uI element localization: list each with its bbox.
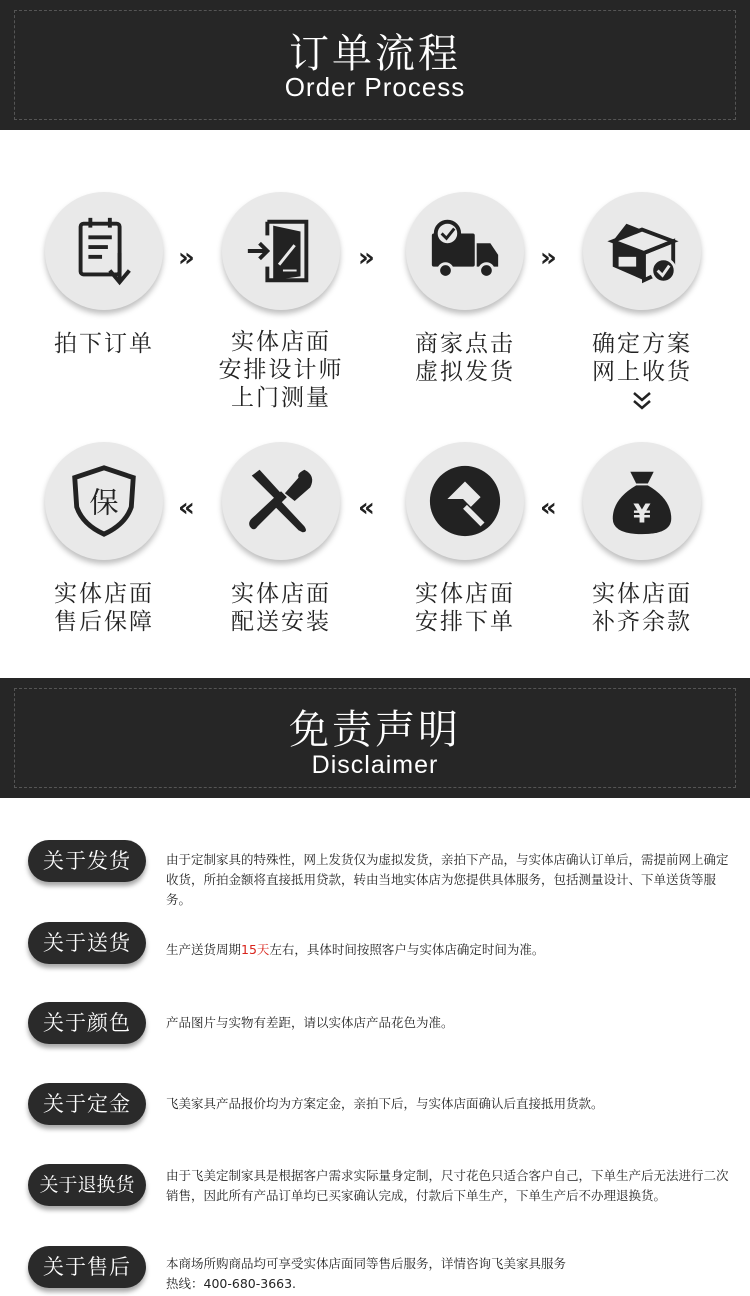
order-process-subtitle: Order Process	[284, 72, 466, 102]
order-list-icon	[65, 212, 143, 290]
arrow-right-1: »	[178, 243, 195, 273]
text-deposit: 飞美家具产品报价均为方案定金，亲拍下后，与实体店面确认后直接抵用货款。	[166, 1096, 604, 1111]
door-measure-icon	[242, 212, 320, 290]
text-delivery	[166, 940, 736, 960]
shield-char: 保	[89, 485, 119, 520]
step-8-line-1: 实体店面	[54, 581, 154, 607]
shield-guarantee-icon	[65, 462, 143, 540]
arrow-right-2: »	[358, 243, 375, 273]
order-process-banner	[0, 0, 750, 130]
step-5-line-2: 补齐余款	[592, 609, 692, 635]
step-4-circle	[583, 192, 701, 310]
step-5-circle	[583, 442, 701, 560]
step-4-line-2: 网上收货	[592, 359, 692, 385]
text-delivery-highlight: 15天	[241, 942, 270, 957]
text-delivery-before: 生产送货周期	[166, 942, 242, 957]
label-color: 关于颜色	[28, 1002, 146, 1044]
label-after-sales: 关于售后	[28, 1246, 146, 1288]
step-2-circle	[222, 192, 340, 310]
text-after-sales-line-1: 本商场所购商品均可享受实体店面同等售后服务，详情咨询飞美家具服务	[166, 1256, 567, 1271]
arrow-right-3: »	[540, 243, 557, 273]
delivery-truck-icon	[426, 212, 504, 290]
label-return: 关于退换货	[28, 1164, 146, 1206]
arrow-left-2: «	[358, 493, 375, 523]
disclaimer-title: 免责声明	[289, 707, 461, 753]
step-5-line-1: 实体店面	[592, 581, 692, 607]
label-shipping: 关于发货	[28, 840, 146, 882]
step-6-circle	[406, 442, 524, 560]
hammer-icon	[426, 462, 504, 540]
step-2-line-2: 安排设计师	[218, 357, 344, 383]
order-process-title: 订单流程	[289, 31, 461, 77]
step-3-line-1: 商家点击	[415, 331, 515, 357]
text-shipping: 由于定制家具的特殊性，网上发货仅为虚拟发货，亲拍下产品，与实体店确认订单后，需提前网上确定收货，所拍金额将直接抵用贷款，转由当地实体店为您提供具体服务，包括测量设计、下单送货等服务。	[166, 852, 729, 907]
step-8-circle	[45, 442, 163, 560]
arrow-left-3: «	[540, 493, 557, 523]
step-3-circle	[406, 192, 524, 310]
text-return: 由于飞美定制家具是根据客户需求实际量身定制，尺寸花色只适合客户自己，下单生产后无法进行二次销售，因此所有产品订单均已买家确认完成，付款后下单生产，下单生产后不办理退换货。	[166, 1168, 729, 1203]
step-1-circle	[45, 192, 163, 310]
text-after-sales	[166, 1254, 736, 1294]
arrow-left-1: «	[178, 493, 195, 523]
text-delivery-after: 左右，具体时间按照客户与实体店确定时间为准。	[269, 942, 545, 957]
tools-icon	[242, 462, 320, 540]
step-6-line-1: 实体店面	[415, 581, 515, 607]
step-8-line-2: 售后保障	[54, 609, 154, 635]
yen-symbol: ¥	[633, 498, 651, 529]
label-deposit: 关于定金	[28, 1083, 146, 1125]
step-1-line-1: 拍下订单	[54, 331, 154, 357]
money-bag-icon	[603, 462, 681, 540]
disclaimer-banner	[0, 678, 750, 798]
text-color: 产品图片与实物有差距，请以实体店产品花色为准。	[166, 1015, 454, 1030]
step-6-line-2: 安排下单	[415, 609, 515, 635]
step-6-label	[385, 580, 545, 636]
step-7-line-2: 配送安装	[231, 609, 331, 635]
step-4-line-1: 确定方案	[592, 331, 692, 357]
arrow-down-icon	[631, 390, 653, 412]
step-1-label	[24, 330, 184, 358]
step-2-line-1: 实体店面	[231, 329, 331, 355]
step-8-label	[24, 580, 184, 636]
step-7-label	[201, 580, 361, 636]
step-2-label	[201, 328, 361, 412]
step-3-label	[385, 330, 545, 386]
package-check-icon	[603, 212, 681, 290]
disclaimer-subtitle: Disclaimer	[311, 751, 439, 779]
text-after-sales-hotline: 热线：400-680-3663.	[166, 1276, 297, 1291]
step-7-line-1: 实体店面	[231, 581, 331, 607]
step-4-label	[562, 330, 722, 386]
label-delivery: 关于送货	[28, 922, 146, 964]
step-2-line-3: 上门测量	[231, 385, 331, 411]
step-5-label	[562, 580, 722, 636]
step-7-circle	[222, 442, 340, 560]
step-3-line-2: 虚拟发货	[415, 359, 515, 385]
